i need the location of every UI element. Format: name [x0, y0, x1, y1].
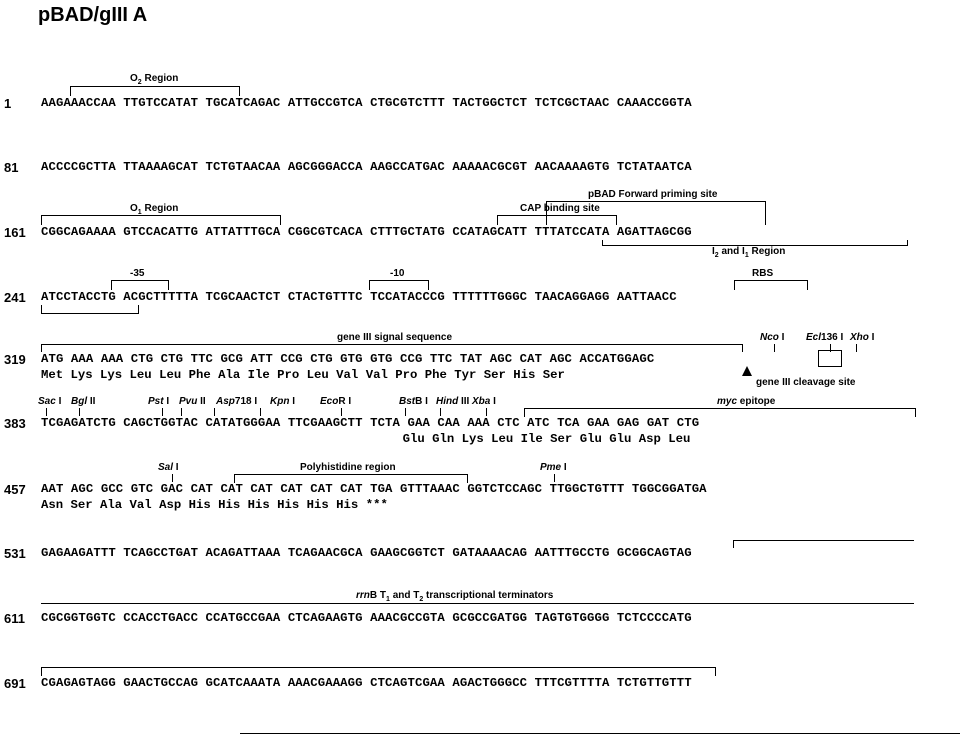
rbs-label: RBS	[752, 268, 774, 279]
o2-region-bracket	[70, 86, 240, 96]
kpn-site-label: Kpn I	[270, 396, 296, 407]
row-161-sequence: CGGCAGAAAA GTCCACATTG ATTATTTGCA CGGCGTCACA CTTTGCTATG CCATAGCATT TTTATCCATA AGATTAGCGG	[41, 225, 692, 239]
pst-site-tick	[162, 408, 163, 416]
row-691-number: 691	[4, 676, 26, 691]
row-383-translation: Glu Gln Lys Leu Ile Ser Glu Glu Asp Leu	[41, 432, 691, 446]
cap-site-bracket	[497, 215, 617, 225]
row-319-sequence: ATG AAA AAA CTG CTG TTC GCG ATT CCG CTG GTG GTG CCG TTC TAT AGC CAT AGC ACCATGGAGC	[41, 352, 655, 366]
row-241-sequence: ATCCTACCTG ACGCTTTTTA TCGCAACTCT CTACTGTTTC TCCATACCCG TTTTTTGGGC TAACAGGAGG AATTAACC	[41, 290, 677, 304]
signal-lower-bracket	[41, 305, 139, 314]
minus10-label: -10	[390, 268, 405, 279]
cleavage-site-label: gene III cleavage site	[756, 377, 856, 388]
i2i1-region-label: $I_2$ and $I_1$ Region	[712, 246, 786, 259]
row-241-number: 241	[4, 290, 26, 305]
polyhis-bracket	[234, 474, 468, 483]
pbad-forward-label: pBAD Forward priming site	[588, 189, 718, 200]
sal-site-label: Sal I	[158, 462, 179, 473]
row-1-number: 1	[4, 96, 12, 111]
rbs-bracket	[734, 280, 808, 290]
bgl-site-label: Bgl II	[71, 396, 96, 407]
bstb-site-tick	[405, 408, 406, 416]
o1-region-label: $O_1$ Region	[130, 203, 179, 216]
myc-epitope-bracket	[524, 408, 916, 417]
page-title: pBAD/gIII A	[38, 4, 148, 26]
asp718-site-label: Asp718 I	[216, 396, 258, 407]
signal-sequence-bracket	[41, 344, 743, 352]
sac-site-label: Sac I	[38, 396, 62, 407]
o1-region-bracket	[41, 215, 281, 225]
row-611-number: 611	[4, 611, 25, 626]
xba-site-tick	[486, 408, 487, 416]
xho-site-label: Xho I	[850, 332, 875, 343]
row-457-sequence: AAT AGC GCC GTC GAC CAT CAT CAT CAT CAT CAT TGA GTTTAAAC GGTCTCCAGC TTGGCTGTTT TGGCGGATGA	[41, 482, 707, 496]
cap-site-label: CAP binding site	[520, 203, 600, 214]
row-691-sequence: CGAGAGTAGG GAACTGCCAG GCATCAAATA AAACGAAAGG CTCAGTCGAA AGACTGGGCC TTTCGTTTTA TCTGTTGTTT	[41, 676, 692, 690]
hind-site-label: Hind III	[436, 396, 470, 407]
row-457-number: 457	[4, 482, 26, 497]
row-457-translation: Asn Ser Ala Val Asp His His His His His His ***	[41, 498, 388, 512]
row-319-translation: Met Lys Lys Leu Leu Phe Ala Ile Pro Leu Val Val Pro Phe Tyr Ser His Ser	[41, 368, 565, 382]
ecor-site-label: EcoR I	[320, 396, 352, 407]
polyhis-label: Polyhistidine region	[300, 462, 396, 473]
row-531-sequence: GAGAAGATTT TCAGCCTGAT ACAGATTAAA TCAGAACGCA GAAGCGGTCT GATAAAACAG AATTTGCCTG GCGGCAGTAG	[41, 546, 692, 560]
terminator-start-line	[733, 540, 914, 541]
row-319-number: 319	[4, 352, 26, 367]
ecl136-site-label: Ecl136 I	[806, 332, 844, 343]
nco-site-label: Nco I	[760, 332, 785, 343]
bgl-site-tick	[79, 408, 80, 416]
ecor-site-tick	[341, 408, 342, 416]
bstb-site-label: BstB I	[399, 396, 428, 407]
sac-site-tick	[46, 408, 47, 416]
row-383-sequence: TCGAGATCTG CAGCTGGTAC CATATGGGAA TTCGAAGCTT TCTA GAA CAA AAA CTC ATC TCA GAA GAG GAT CTG	[41, 416, 700, 430]
row-611-sequence: CGCGGTGGTC CCACCTGACC CCATGCCGAA CTCAGAAGTG AAACGCCGTA GCGCCGATGG TAGTGTGGGG TCTCCCCATG	[41, 611, 692, 625]
terminator-label: rrnB $T_1$ and $T_2$ transcriptional terminators	[356, 590, 554, 603]
minus10-bracket	[369, 280, 429, 290]
cleavage-arrow-icon	[742, 366, 752, 376]
pst-site-label: Pst I	[148, 396, 170, 407]
row-81-number: 81	[4, 160, 19, 175]
o2-region-label: $O_2$ Region	[130, 73, 179, 86]
footer-divider	[240, 733, 960, 734]
terminator-start-tick	[733, 540, 734, 548]
asp718-site-tick	[214, 408, 215, 416]
nco-site-tick	[774, 344, 775, 352]
row-81-sequence: ACCCCGCTTA TTAAAAGCAT TCTGTAACAA AGCGGGACCA AAGCCATGAC AAAAACGCGT AACAAAAGTG TCTATAATCA	[41, 160, 692, 174]
signal-sequence-label: gene III signal sequence	[337, 332, 453, 343]
hind-site-tick	[440, 408, 441, 416]
row-1-sequence: AAGAAACCAA TTGTCCATAT TGCATCAGAC ATTGCCGTCA CTGCGTCTTT TACTGGCTCT TCTCGCTAAC CAAACCGGTA	[41, 96, 692, 110]
cleavage-boxed-bases	[818, 350, 842, 367]
xba-site-label: Xba I	[472, 396, 496, 407]
pme-site-tick	[554, 474, 555, 482]
row-161-number: 161	[4, 225, 26, 240]
xho-site-tick	[856, 344, 857, 352]
minus35-bracket	[111, 280, 169, 290]
minus35-label: -35	[130, 268, 145, 279]
terminator-line	[41, 603, 914, 604]
myc-epitope-label: myc epitope	[717, 396, 776, 407]
row-383-number: 383	[4, 416, 26, 431]
terminator-end-bracket	[41, 667, 716, 676]
pvu-site-label: Pvu II	[179, 396, 206, 407]
pme-site-label: Pme I	[540, 462, 567, 473]
sal-site-tick	[172, 474, 173, 482]
kpn-site-tick	[260, 408, 261, 416]
pvu-site-tick	[181, 408, 182, 416]
row-531-number: 531	[4, 546, 26, 561]
